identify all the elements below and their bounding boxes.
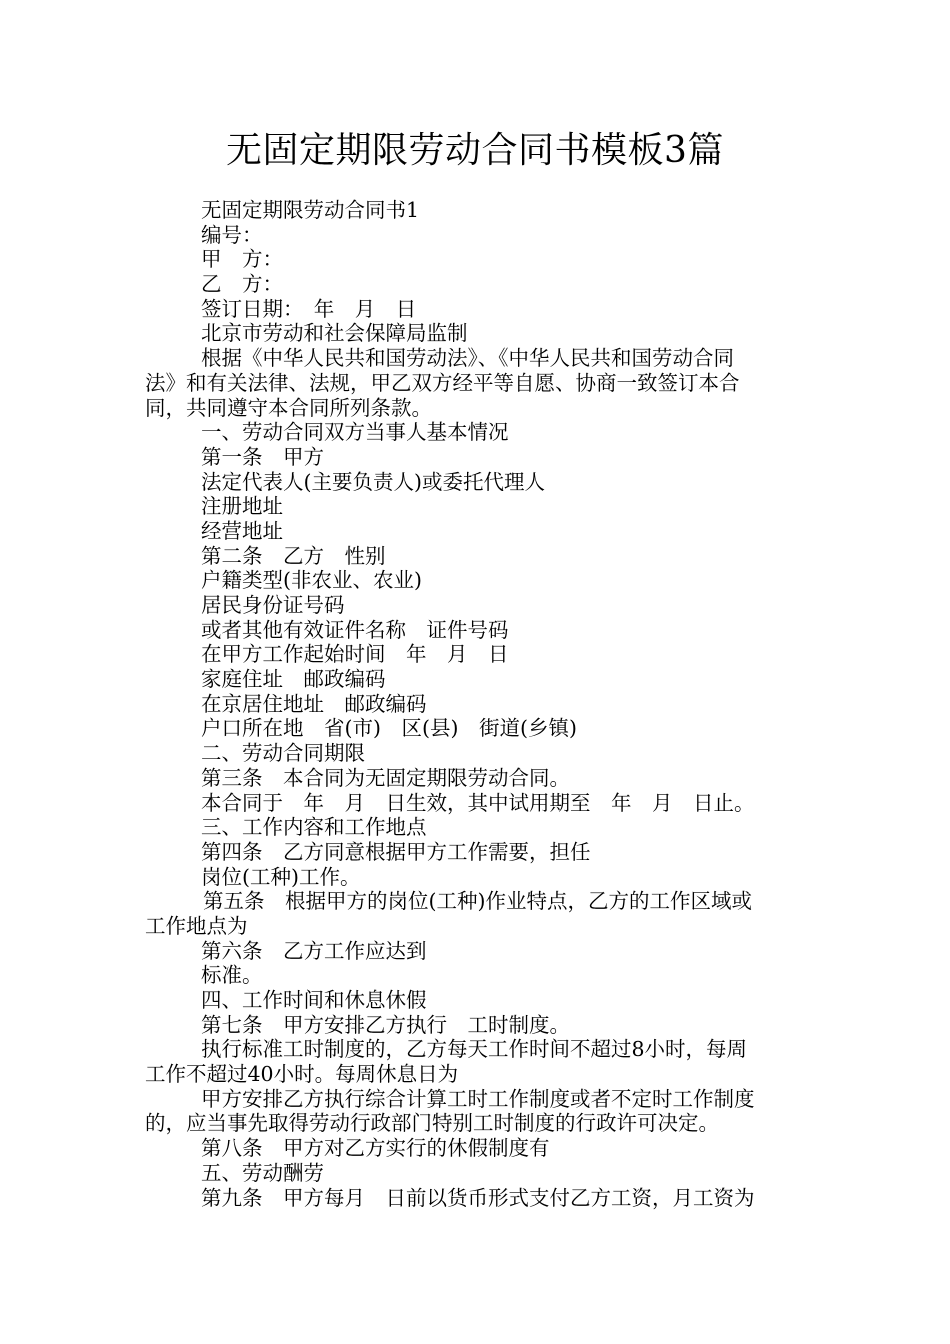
text-line: 乙 方： bbox=[201, 272, 283, 297]
document-body bbox=[145, 198, 810, 1210]
text-line: 第二条 乙方 性别 bbox=[201, 543, 386, 568]
text-line: 法》和有关法律、法规，甲乙双方经平等自愿、协商一致签订本合 bbox=[145, 370, 740, 395]
text-line: 甲 方： bbox=[201, 247, 283, 272]
text-line: 签订日期： 年 月 日 bbox=[201, 296, 417, 321]
text-line: 一、劳动合同双方当事人基本情况 bbox=[201, 420, 509, 445]
text-line: 岗位(工种)工作。 bbox=[201, 864, 361, 889]
text-line: 第一条 甲方 bbox=[201, 444, 324, 469]
text-line: 同，共同遵守本合同所列条款。 bbox=[145, 395, 432, 420]
text-line: 注册地址 bbox=[201, 494, 283, 519]
text-line: 第四条 乙方同意根据甲方工作需要，担任 bbox=[201, 839, 591, 864]
text-line: 四、工作时间和休息休假 bbox=[201, 988, 427, 1012]
text-line: 工作地点为 bbox=[145, 913, 248, 938]
text-line: 北京市劳动和社会保障局监制 bbox=[201, 321, 468, 346]
text-line: 无固定期限劳动合同书1 bbox=[201, 198, 420, 222]
text-line: 经营地址 bbox=[201, 518, 283, 543]
text-line: 二、劳动合同期限 bbox=[201, 741, 365, 766]
text-line: 第五条 根据甲方的岗位(工种)作业特点，乙方的工作区域或 bbox=[203, 889, 752, 914]
text-line: 户籍类型(非农业、农业) bbox=[201, 568, 422, 593]
text-line: 编号： bbox=[201, 222, 263, 247]
text-line: 家庭住址 邮政编码 bbox=[201, 667, 386, 692]
text-line: 甲方安排乙方执行综合计算工时工作制度或者不定时工作制度 bbox=[201, 1086, 755, 1111]
text-line: 工作不超过40小时。每周休息日为 bbox=[145, 1062, 459, 1087]
text-line: 第六条 乙方工作应达到 bbox=[201, 938, 427, 963]
text-line: 户口所在地 省(市) 区(县) 街道(乡镇) bbox=[201, 716, 577, 741]
text-line: 在京居住地址 邮政编码 bbox=[201, 691, 427, 716]
text-line: 执行标准工时制度的，乙方每天工作时间不超过8小时，每周 bbox=[201, 1037, 748, 1062]
text-line: 在甲方工作起始时间 年 月 日 bbox=[201, 642, 509, 667]
text-line: 本合同于 年 月 日生效，其中试用期至 年 月 日止。 bbox=[201, 790, 755, 815]
text-line: 第七条 甲方安排乙方执行 工时制度。 bbox=[201, 1012, 570, 1037]
text-line: 标准。 bbox=[201, 963, 263, 988]
text-line: 或者其他有效证件名称 证件号码 bbox=[201, 617, 509, 642]
text-line: 根据《中华人民共和国劳动法》、《中华人民共和国劳动合同 bbox=[201, 346, 734, 371]
text-line: 五、劳动酬劳 bbox=[201, 1160, 324, 1185]
text-line: 第三条 本合同为无固定期限劳动合同。 bbox=[201, 765, 570, 790]
text-line: 法定代表人(主要负责人)或委托代理人 bbox=[201, 469, 545, 494]
text-line: 的，应当事先取得劳动行政部门特别工时制度的行政许可决定。 bbox=[145, 1111, 719, 1136]
text-line: 三、工作内容和工作地点 bbox=[201, 815, 427, 840]
text-line: 第九条 甲方每月 日前以货币形式支付乙方工资，月工资为 bbox=[201, 1185, 755, 1210]
text-line: 第八条 甲方对乙方实行的休假制度有 bbox=[201, 1136, 550, 1161]
text-line: 居民身份证号码 bbox=[201, 593, 345, 617]
document-title: 无固定期限劳动合同书模板3篇 bbox=[226, 130, 724, 171]
